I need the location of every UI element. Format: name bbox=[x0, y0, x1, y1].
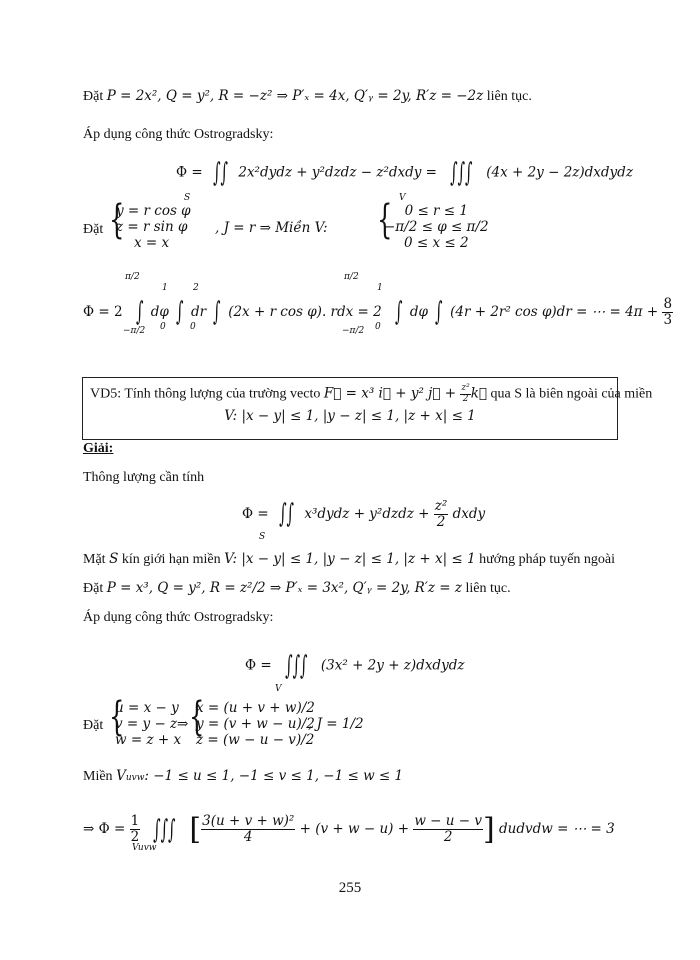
integral-subscript-s: S bbox=[259, 532, 266, 542]
frac-num: z² bbox=[461, 383, 470, 393]
limit-top: π/2 bbox=[344, 272, 359, 282]
left-brace-icon: { bbox=[377, 197, 393, 243]
eq-rhs: (4x + 2y − 2z)dxdydz bbox=[486, 164, 633, 181]
eq3-lhs: Φ = bbox=[242, 505, 269, 522]
jacobian-text: , J = r ⇒ Miền V: bbox=[215, 220, 328, 236]
limit-bottom: −π/2 bbox=[123, 326, 146, 336]
left-brace-icon: { bbox=[109, 197, 125, 243]
eq2-dphi: dφ bbox=[150, 303, 169, 320]
double-integral-icon: ∫∫ bbox=[279, 499, 294, 530]
sub-line: x = x bbox=[134, 235, 170, 251]
jacobian-1 bbox=[215, 220, 328, 237]
frac-den: 2 bbox=[443, 829, 453, 845]
integral-subscript-vuvw: Vuvw bbox=[132, 843, 157, 853]
example-line-2: V: |x − y| ≤ 1, |y − z| ≤ 1, |z + x| ≤ 1 bbox=[224, 408, 476, 424]
frac-num: 8 bbox=[663, 296, 673, 312]
left-bracket-icon: [ bbox=[189, 812, 202, 847]
vector-field: F⃗ = x³ i⃗ + y² j⃗ + bbox=[323, 385, 461, 402]
integral-icon: ∫ bbox=[213, 297, 221, 328]
eq2-result: (4r + 2r² cos φ)dr = ⋯ = 4π + bbox=[450, 303, 659, 320]
implies-arrow-icon: ⇒ bbox=[177, 716, 189, 732]
example-line-1 bbox=[90, 384, 652, 405]
fraction-2 bbox=[413, 814, 483, 845]
frac-num: w − u − v bbox=[414, 813, 482, 830]
equation-3 bbox=[242, 499, 485, 530]
math-domain: V: |x − y| ≤ 1, |y − z| ≤ 1, |z + x| ≤ 1 bbox=[224, 551, 476, 567]
sub-line: y = r cos φ bbox=[116, 203, 191, 219]
limit-bottom: 0 bbox=[375, 322, 381, 332]
limit-top: 1 bbox=[377, 283, 383, 293]
apply-ostrogradsky-2: Áp dụng công thức Ostrogradsky: bbox=[83, 610, 274, 625]
inv-line: x = (u + v + w)/2 bbox=[196, 700, 315, 716]
text: Miền bbox=[83, 769, 117, 784]
dat-label: Đặt bbox=[83, 581, 107, 596]
inverse-substitution bbox=[196, 700, 315, 748]
frac-num: 1 bbox=[130, 813, 140, 830]
flux-label: Thông lượng cần tính bbox=[83, 470, 205, 485]
eq2-dphi-2: dφ bbox=[409, 303, 428, 320]
k-vector: k⃗ bbox=[470, 385, 488, 402]
substitution-system-2 bbox=[115, 700, 181, 748]
dat-label-2: Đặt bbox=[83, 222, 104, 237]
domain-line: 0 ≤ x ≤ 2 bbox=[403, 235, 469, 251]
dat-label: Đặt bbox=[83, 89, 107, 104]
double-integral-icon: ∫∫ bbox=[213, 158, 228, 188]
left-brace-icon: { bbox=[189, 694, 205, 740]
math-v: V bbox=[116, 768, 126, 784]
eq2-start: Φ = 2 bbox=[83, 303, 123, 320]
limit-top: 2 bbox=[193, 283, 199, 293]
integral-icon: ∫ bbox=[135, 297, 144, 328]
jacobian-2: , J = 1/2 bbox=[308, 716, 364, 732]
domain-line-2 bbox=[83, 768, 403, 785]
sub-line: v = y − z bbox=[115, 716, 178, 732]
integral-icon: ∫ bbox=[435, 297, 443, 328]
triple-integral-icon: ∫∫∫ bbox=[153, 814, 176, 845]
integral-subscript-v: V bbox=[399, 193, 406, 203]
domain-line: 0 ≤ r ≤ 1 bbox=[404, 203, 468, 219]
eq3-tail: dxdy bbox=[452, 505, 486, 522]
definition-line-1 bbox=[83, 88, 532, 105]
frac-den: 2 bbox=[436, 513, 446, 530]
triple-integral-icon: ∫∫∫ bbox=[450, 158, 473, 188]
eq4-lhs: Φ = bbox=[245, 657, 272, 674]
limit-bottom: −π/2 bbox=[342, 326, 365, 336]
math-s: S bbox=[109, 551, 119, 567]
inv-line: y = (v + w − u)/2 bbox=[196, 716, 315, 732]
example-text: VD5: Tính thông lượng của trường vecto bbox=[90, 386, 324, 402]
dat-label-3: Đặt bbox=[83, 718, 104, 733]
frac-den: 2 bbox=[130, 829, 140, 845]
inv-line: z = (w − u − v)/2 bbox=[196, 732, 315, 748]
integral-subscript-v: V bbox=[275, 684, 282, 694]
left-brace-icon: { bbox=[109, 694, 125, 740]
triple-integral-icon: ∫∫∫ bbox=[285, 651, 308, 681]
equation-4 bbox=[245, 653, 464, 679]
fraction-1 bbox=[201, 814, 295, 845]
eq5-start: ⇒ Φ = bbox=[83, 821, 126, 837]
text: kín giới hạn miền bbox=[118, 552, 225, 567]
text-suffix: liên tục. bbox=[483, 89, 532, 104]
apply-ostrogradsky-1: Áp dụng công thức Ostrogradsky: bbox=[83, 127, 274, 142]
eq-middle: 2x²dydz + y²dzdz − z²dxdy = bbox=[238, 164, 437, 181]
equation-5 bbox=[83, 812, 615, 847]
frac-den: 2 bbox=[462, 393, 469, 404]
eq-lhs: Φ = bbox=[176, 164, 203, 181]
sub-line: z = r sin φ bbox=[116, 219, 188, 235]
fraction-z2-2 bbox=[460, 384, 470, 405]
math-expression: P = x³, Q = y², R = z²/2 ⇒ P′ₓ = 3x², Q′ᵧ = 2y, R′z = z bbox=[106, 580, 462, 596]
solution-heading: Giải: bbox=[83, 441, 114, 456]
frac-num: z² bbox=[434, 498, 448, 514]
definition-line-2 bbox=[83, 580, 511, 597]
domain-line: −π/2 ≤ φ ≤ π/2 bbox=[384, 219, 489, 235]
domain-system-1 bbox=[384, 203, 489, 251]
eq5-mid: + (v + w − u) + bbox=[299, 821, 410, 837]
integral-icon: ∫ bbox=[176, 297, 184, 328]
integral-icon: ∫ bbox=[395, 297, 403, 328]
eq2-dr: dr bbox=[190, 303, 207, 320]
fraction-8-3 bbox=[662, 297, 673, 328]
substitution-system-1 bbox=[116, 203, 191, 251]
eq4-rhs: (3x² + 2y + z)dxdydz bbox=[320, 657, 465, 674]
frac-den: 4 bbox=[243, 829, 253, 845]
math-subscript: uvw bbox=[125, 773, 145, 783]
math-domain: : −1 ≤ u ≤ 1, −1 ≤ v ≤ 1, −1 ≤ w ≤ 1 bbox=[144, 768, 404, 784]
fraction-z2-2 bbox=[434, 499, 449, 530]
sub-line: w = z + x bbox=[115, 732, 182, 748]
example-tail: qua S là biên ngoài của miền bbox=[487, 386, 653, 402]
sub-line: u = x − y bbox=[115, 700, 179, 716]
limit-top: 1 bbox=[162, 283, 168, 293]
eq2-integrand: (2x + r cos φ). rdx = 2 bbox=[228, 303, 382, 320]
text: hướng pháp tuyến ngoài bbox=[475, 552, 616, 567]
surface-line bbox=[83, 551, 615, 568]
eq3-mid: x³dydz + y²dzdz + bbox=[304, 505, 430, 522]
fraction-half bbox=[130, 814, 141, 845]
limit-bottom: 0 bbox=[190, 322, 196, 332]
limit-top: π/2 bbox=[125, 272, 140, 282]
frac-num: 3(u + v + w)² bbox=[202, 813, 295, 830]
integral-subscript-s: S bbox=[184, 193, 191, 203]
page-number: 255 bbox=[338, 880, 362, 896]
text: Mặt bbox=[83, 552, 110, 567]
text-suffix: liên tục. bbox=[462, 581, 511, 596]
eq5-tail: dudvdw = ⋯ = 3 bbox=[499, 821, 615, 837]
right-bracket-icon: ] bbox=[483, 812, 495, 847]
frac-den: 3 bbox=[663, 311, 673, 328]
equation-1 bbox=[176, 160, 633, 186]
limit-bottom: 0 bbox=[160, 322, 166, 332]
math-expression: P = 2x², Q = y², R = −z² ⇒ P′ₓ = 4x, Q′ᵧ = 2y, R′z = −2z bbox=[106, 88, 484, 104]
